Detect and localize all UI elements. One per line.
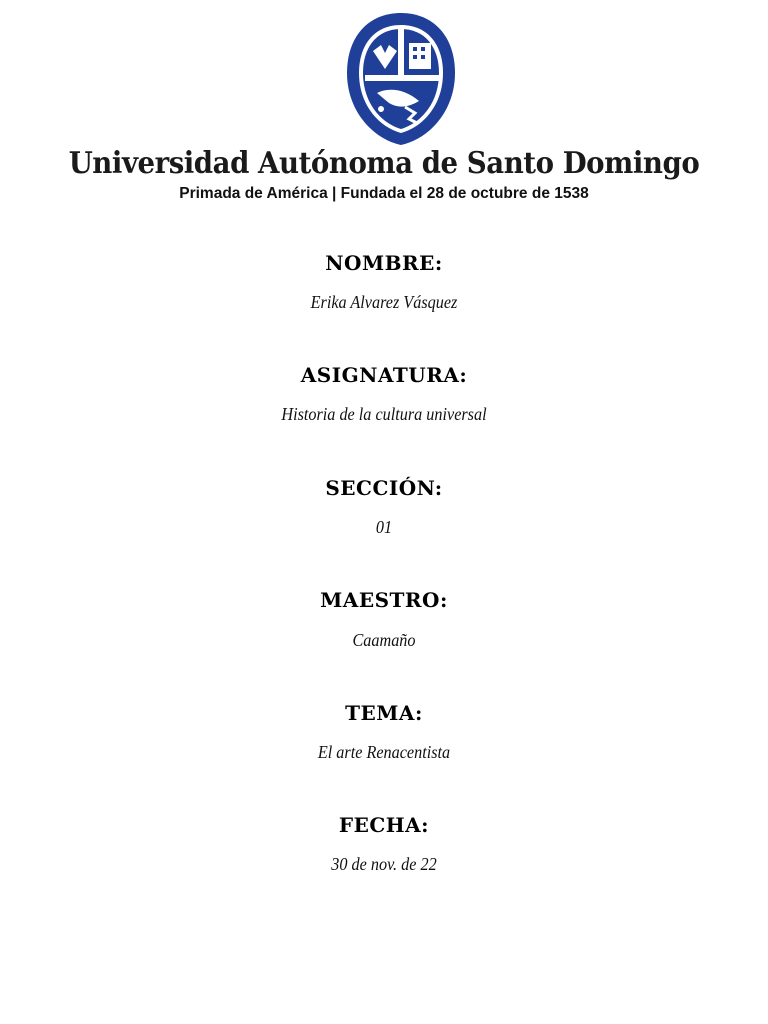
field-value-asignatura: Historia de la cultura universal xyxy=(281,404,487,424)
field-label-seccion: SECCIÓN: xyxy=(325,476,443,500)
field-value-nombre: Erika Alvarez Vásquez xyxy=(310,292,458,312)
field-value-fecha: 30 de nov. de 22 xyxy=(331,854,437,874)
field-label-nombre: NOMBRE: xyxy=(325,251,443,275)
university-tagline: Primada de América | Fundada el 28 de octubre de 1538 xyxy=(179,185,589,202)
field-label-maestro: MAESTRO: xyxy=(320,588,448,612)
field-value-maestro: Caamaño xyxy=(352,630,416,650)
field-value-seccion: 01 xyxy=(375,517,393,537)
field-label-fecha: FECHA: xyxy=(338,813,430,837)
field-label-asignatura: ASIGNATURA: xyxy=(300,363,468,387)
field-value-tema: El arte Renacentista xyxy=(317,742,451,762)
university-crest-icon xyxy=(343,11,459,147)
field-label-tema: TEMA: xyxy=(345,701,423,725)
university-name: Universidad Autónoma de Santo Domingo xyxy=(68,146,700,181)
